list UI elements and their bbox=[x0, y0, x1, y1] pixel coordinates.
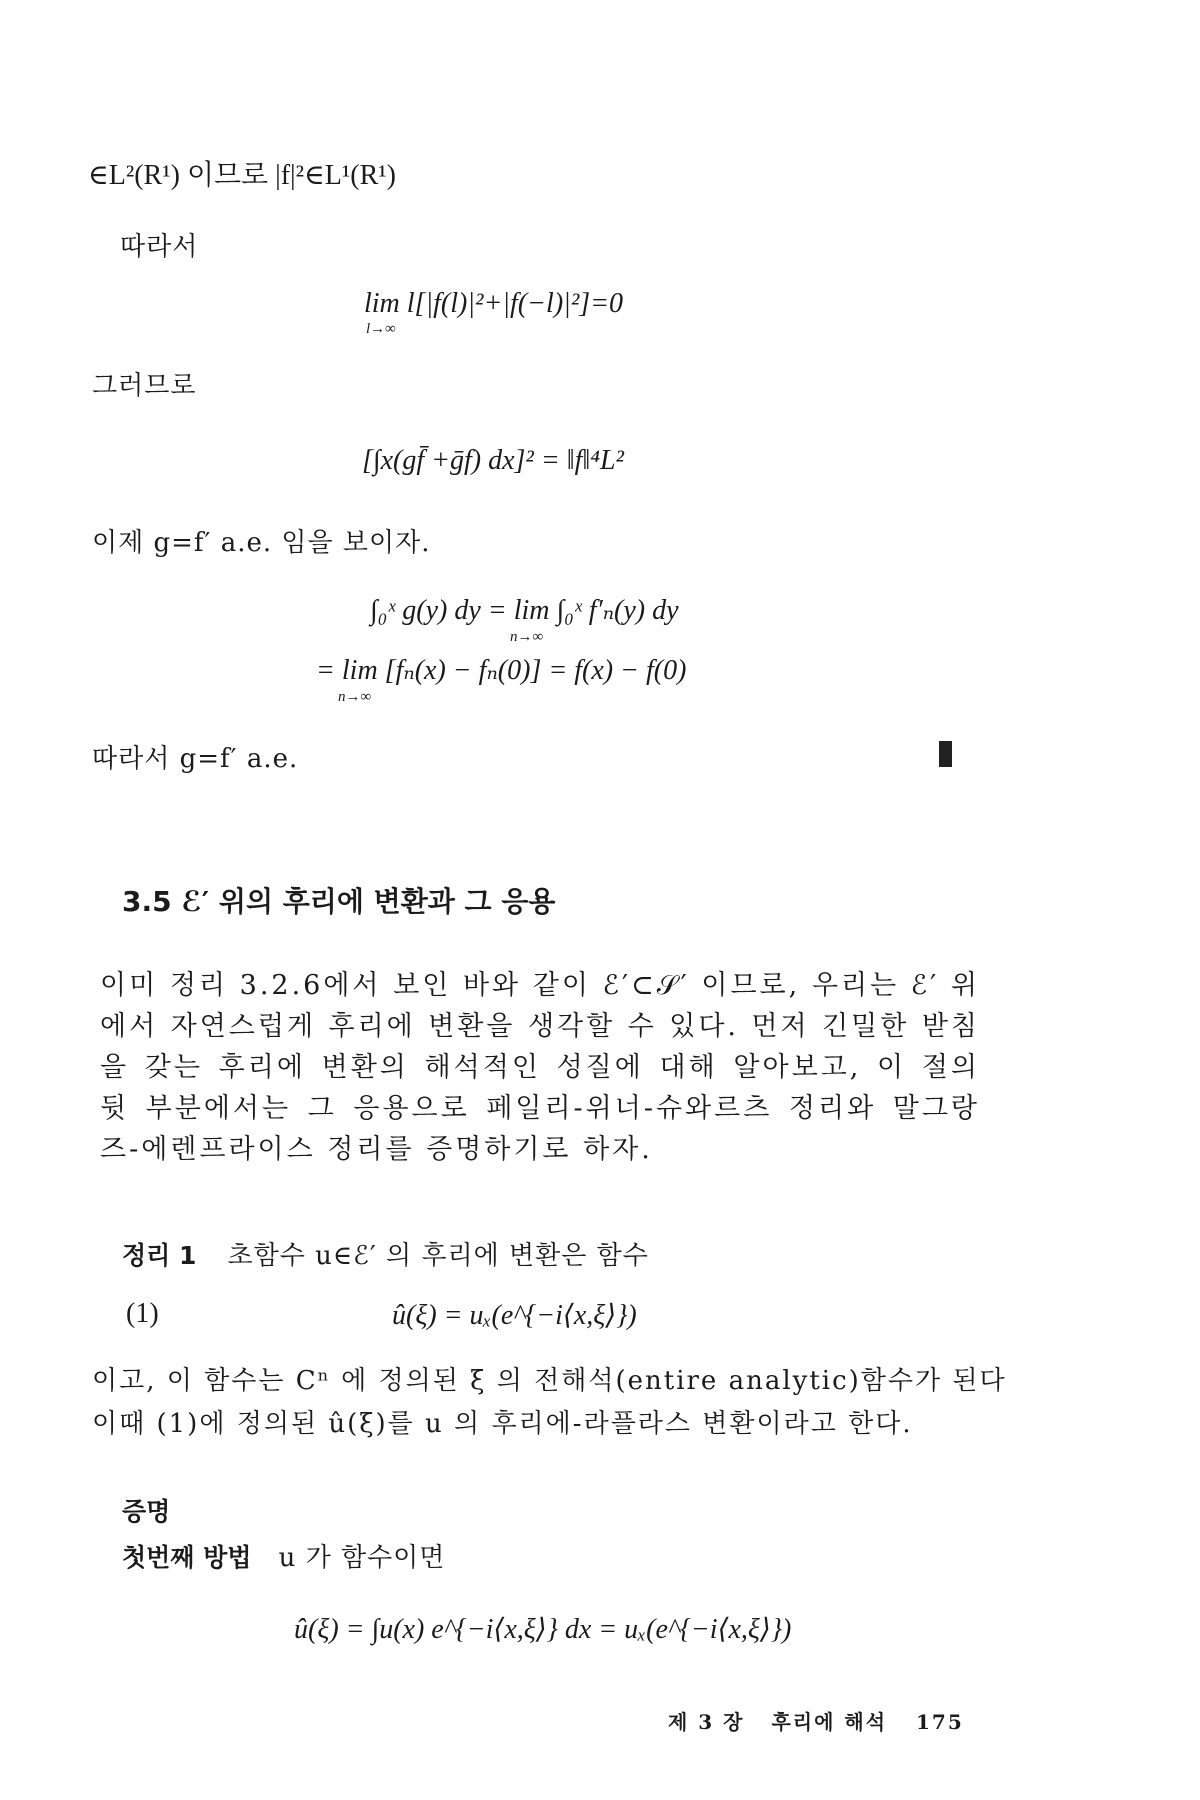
section-heading: 3.5 ℰ′ 위의 후리에 변환과 그 응용 bbox=[122, 885, 556, 918]
footer-chapter: 제 3 장 bbox=[668, 1710, 745, 1734]
intro-paragraph: 이미 정리 3.2.6에서 보인 바와 같이 ℰ′⊂𝒮′ 이므로, 우리는 ℰ′ 위에서 자연스럽게 후리에 변환을 생각할 수 있다. 먼저 긴밀한 받침을 갖는 후리에 변환의 해석적인 성질에 대해 알아보고, 이 절의 뒷 부분에서는 그 응용으로 페일리-위너-슈와르츠 정리와 말그랑즈-에렌프라이스 정리를 증명하기로 하자. bbox=[100, 970, 980, 1165]
proof-method-label: 첫번째 방법 bbox=[122, 1543, 252, 1572]
equation-difference-subscript: n→∞ bbox=[338, 689, 372, 705]
theorem-after-line-2: 이때 (1)에 정의된 û(ξ)를 u 의 후리에-라플라스 변환이라고 한다. bbox=[92, 1409, 913, 1439]
proof-equation: û(ξ) = ∫u(x) e^{−i⟨x,ξ⟩} dx = uₓ(e^{−i⟨x,ξ⟩}) bbox=[294, 1614, 792, 1645]
equation-number: (1) bbox=[126, 1298, 159, 1329]
equation-norm: [∫x(gf̄ +ḡf) dx]² = ‖f‖⁴L² bbox=[362, 445, 624, 476]
theorem-after-line-1: 이고, 이 함수는 Cⁿ 에 정의된 ξ 의 전해석(entire analytic)함수가 된다 bbox=[92, 1366, 1007, 1396]
text-line-therefore: 따라서 bbox=[120, 232, 199, 262]
theorem-equation: û(ξ) = uₓ(e^{−i⟨x,ξ⟩}) bbox=[392, 1300, 637, 1331]
equation-limit: lim l[|f(l)|²+|f(−l)|²]=0 bbox=[364, 288, 624, 319]
equation-integral: ∫₀ˣ g(y) dy = lim ∫₀ˣ f′ₙ(y) dy bbox=[370, 595, 679, 626]
proof-label: 증명 bbox=[122, 1497, 171, 1526]
text-line-conclusion: 따라서 g=f′ a.e. bbox=[92, 744, 299, 774]
page-footer bbox=[668, 1706, 964, 1735]
text-line-show: 이제 g=f′ a.e. 임을 보이자. bbox=[92, 528, 431, 558]
footer-title: 후리에 해석 bbox=[771, 1710, 888, 1734]
qed-mark bbox=[939, 741, 952, 767]
theorem-label: 정리 1 bbox=[122, 1241, 197, 1270]
equation-difference: = lim [fₙ(x) − fₙ(0)] = f(x) − f(0) bbox=[316, 655, 687, 686]
equation-limit-subscript: l→∞ bbox=[366, 321, 396, 337]
theorem-statement: 초함수 u∈ℰ′ 의 후리에 변환은 함수 bbox=[227, 1241, 649, 1271]
proof-method-text: u 가 함수이면 bbox=[278, 1543, 446, 1573]
theorem-line bbox=[122, 1235, 649, 1272]
text-line-l2-norm: ∈L²(R¹) 이므로 |f|²∈L¹(R¹) bbox=[88, 160, 396, 191]
equation-integral-subscript: n→∞ bbox=[510, 629, 544, 645]
text-line-hence: 그러므로 bbox=[92, 371, 197, 401]
proof-method-line bbox=[122, 1537, 445, 1574]
page-number: 175 bbox=[916, 1710, 964, 1734]
